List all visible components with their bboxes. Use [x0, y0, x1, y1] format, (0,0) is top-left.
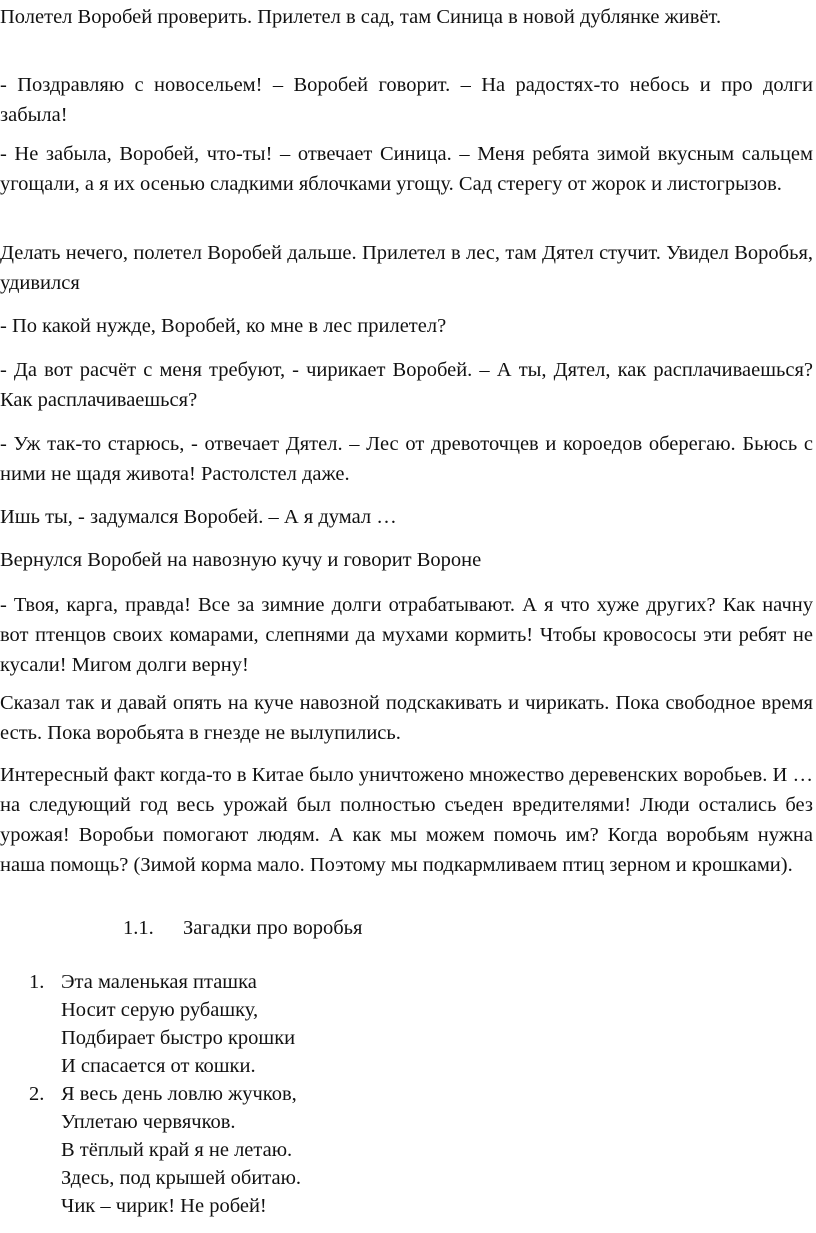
riddle-number: 2.	[29, 1083, 45, 1105]
paragraph-6: - Да вот расчёт с меня требуют, - чирикает Воробей. – А ты, Дятел, как расплачиваешься? Как расплачиваешься?	[0, 359, 813, 411]
paragraph-8: Ишь ты, - задумался Воробей. – А я думал …	[0, 506, 397, 528]
paragraph-9: Вернулся Воробей на навозную кучу и говорит Вороне	[0, 549, 482, 571]
paragraph-10: - Твоя, карга, правда! Все за зимние долги отрабатывают. А я что хуже других? Как начну вот птенцов своих комарами, слепнями да мухами кормить! Чтобы кровососы эти ребят не кусали! Мигом долги верну!	[0, 594, 813, 676]
paragraph-7: - Уж так-то старюсь, - отвечает Дятел. – Лес от древоточцев и короедов оберегаю. Бьюсь с ними не щадя живота! Растолстел даже.	[0, 433, 813, 485]
paragraph-11: Сказал так и давай опять на куче навозной подскакивать и чирикать. Пока свободное время есть. Пока воробьята в гнезде не вылупились.	[0, 692, 813, 744]
paragraph-4: Делать нечего, полетел Воробей дальше. Прилетел в лес, там Дятел стучит. Увидел Воробья, удивился	[0, 242, 813, 294]
section-heading	[123, 913, 362, 943]
riddle-line: И спасается от кошки.	[61, 1055, 256, 1077]
riddle-line: В тёплый край я не летаю.	[61, 1139, 293, 1161]
riddle-line: Чик – чирик! Не робей!	[61, 1195, 267, 1217]
riddle-line: Уплетаю червячков.	[61, 1111, 236, 1133]
paragraph-2: - Поздравляю с новосельем! – Воробей говорит. – На радостях-то небось и про долги забыла!	[0, 74, 813, 126]
section-number: 1.1.	[123, 917, 154, 939]
paragraph-5: - По какой нужде, Воробей, ко мне в лес прилетел?	[0, 315, 447, 337]
riddle-line: Я весь день ловлю жучков,	[61, 1083, 297, 1105]
riddle-line: Эта маленькая пташка	[61, 971, 257, 993]
riddle-list	[0, 968, 301, 1220]
paragraph-3: - Не забыла, Воробей, что-ты! – отвечает Синица. – Меня ребята зимой вкусным сальцем угощали, а я их осенью сладкими яблочками угощу. Сад стерегу от жорок и листогрызов.	[0, 143, 813, 195]
riddle-line: Подбирает быстро крошки	[61, 1027, 296, 1049]
section-title: Загадки про воробья	[183, 917, 363, 939]
paragraph-12: Интересный факт когда-то в Китае было уничтожено множество деревенских воробьев. И … на следующий год весь урожай был полностью съеден вредителями! Люди остались без урожая! Воробьи помогают людям. А как мы можем помочь им? Когда воробьям нужна наша помощь? (Зимой корма мало. Поэтому мы подкармливаем птиц зерном и крошками).	[0, 764, 813, 876]
riddle-item	[0, 1080, 301, 1220]
riddle-item	[0, 968, 301, 1080]
riddle-line: Носит серую рубашку,	[61, 999, 259, 1021]
riddle-number: 1.	[29, 971, 45, 993]
paragraph-1: Полетел Воробей проверить. Прилетел в сад, там Синица в новой дублянке живёт.	[0, 6, 722, 28]
riddle-line: Здесь, под крышей обитаю.	[61, 1167, 302, 1189]
